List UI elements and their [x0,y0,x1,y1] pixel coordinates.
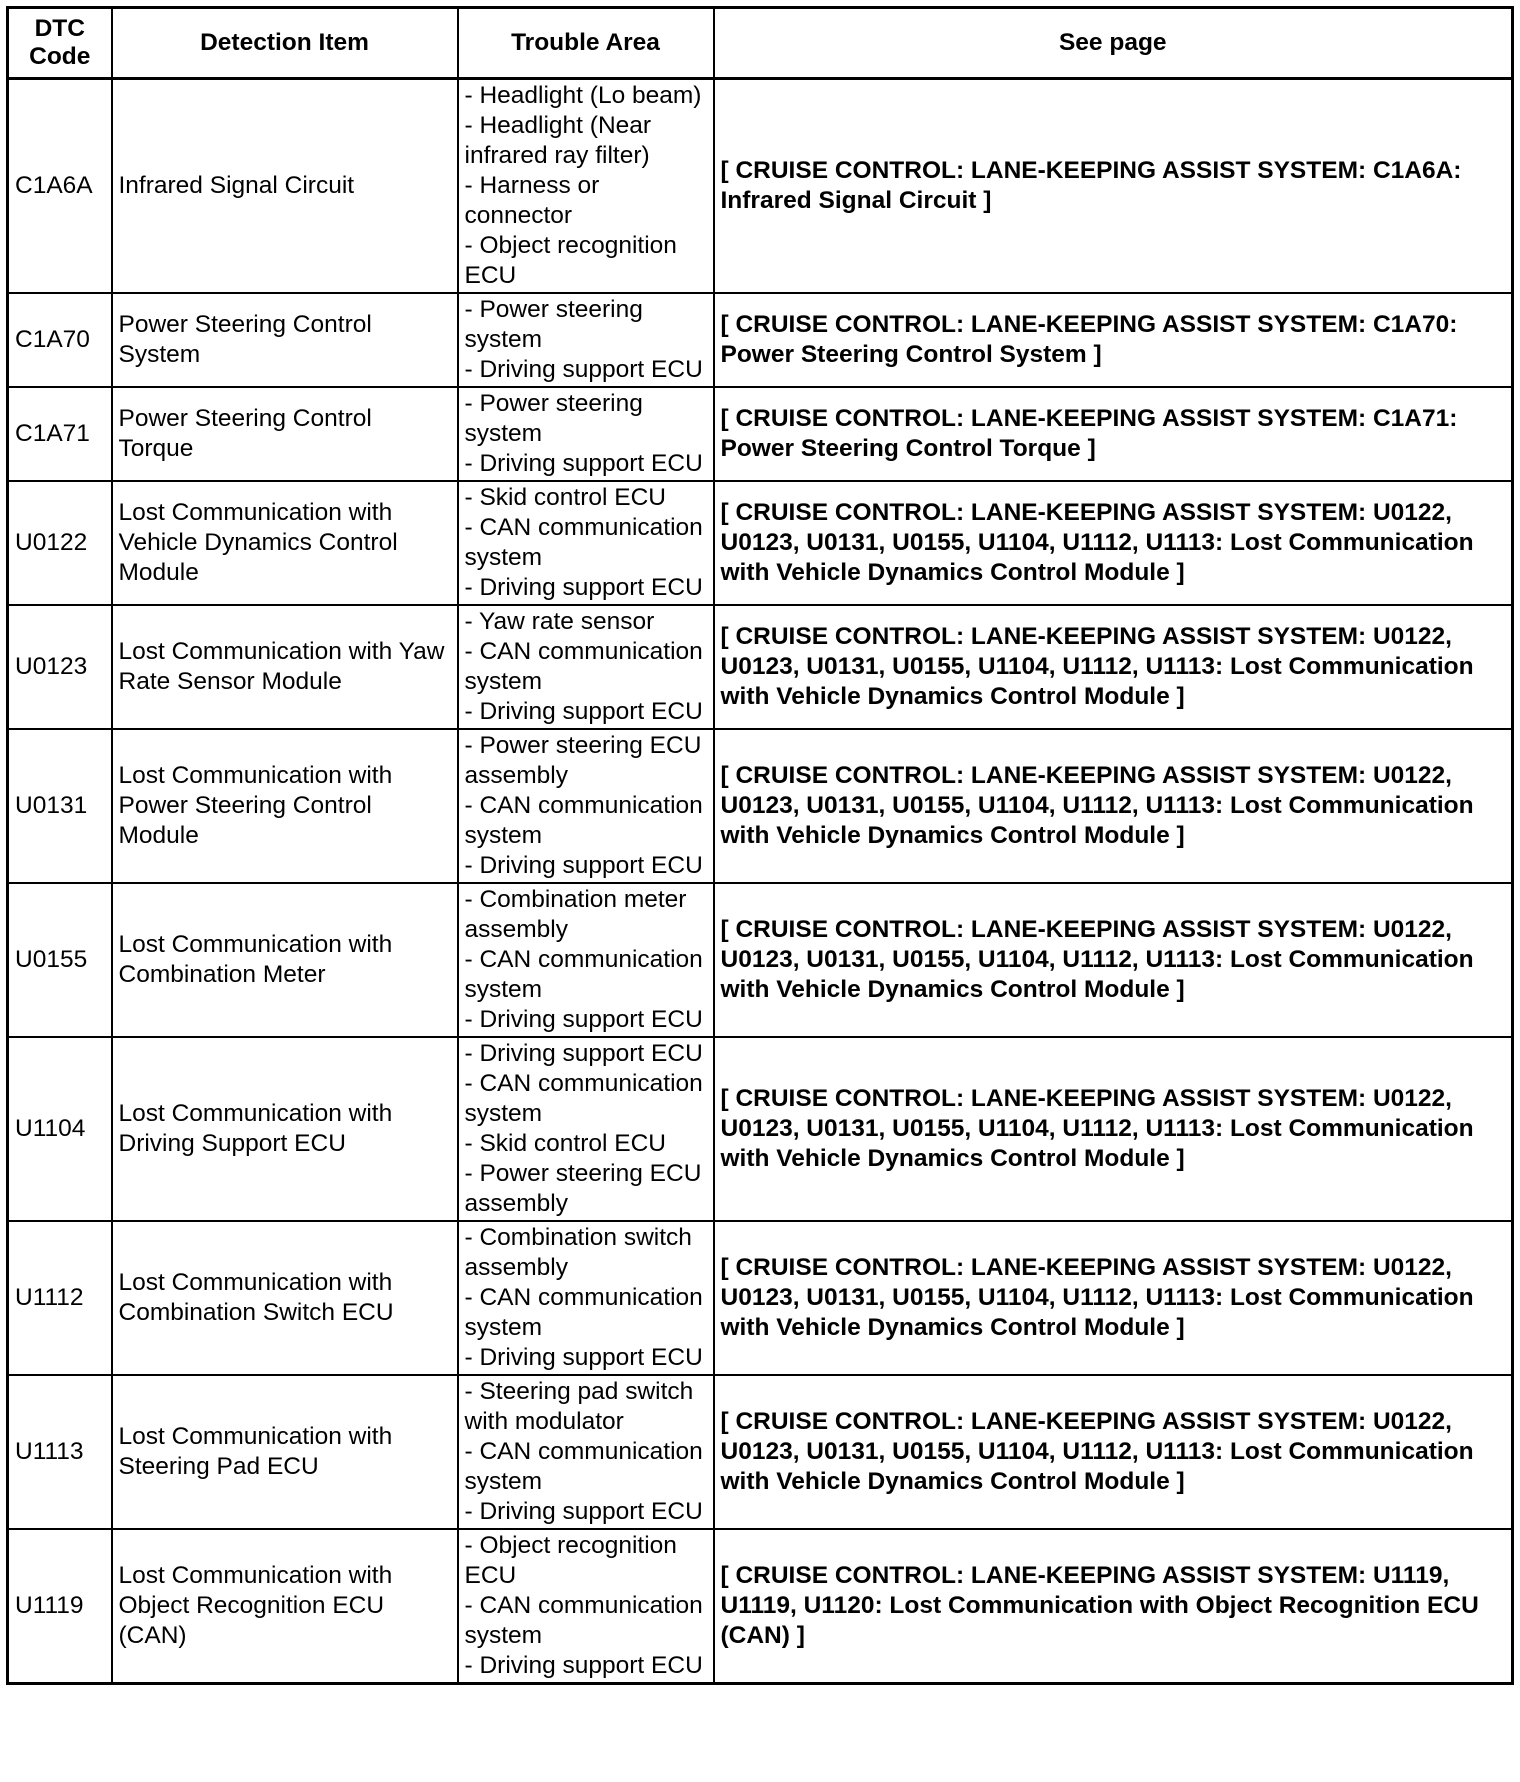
trouble-area-item: - Headlight (Lo beam) [464,82,702,109]
dtc-code-cell: U0155 [8,883,112,1037]
trouble-area-item: - Driving support ECU [464,1040,703,1067]
trouble-area-item: - CAN communication system [464,514,703,571]
trouble-area-item: - Power steering system [464,296,643,353]
table-row [8,1221,1513,1375]
trouble-area-cell [458,1221,714,1375]
trouble-area-cell [458,387,714,481]
detection-item-cell: Lost Communication with Steering Pad ECU [112,1375,458,1529]
trouble-area-item: - Driving support ECU [464,698,703,725]
trouble-area-item: - Headlight (Near infrared ray filter) [464,112,652,169]
trouble-area-cell [458,729,714,883]
table-row [8,883,1513,1037]
detection-item-cell: Lost Communication with Power Steering Control Module [112,729,458,883]
trouble-area-item: - Driving support ECU [464,574,703,601]
see-page-link[interactable]: [ CRUISE CONTROL: LANE-KEEPING ASSIST SYSTEM: U0122, U0123, U0131, U0155, U1104, U1112, U1113: Lost Communication with Vehicle Dynamics Control Module ] [714,605,1513,729]
see-page-link[interactable]: [ CRUISE CONTROL: LANE-KEEPING ASSIST SYSTEM: U0122, U0123, U0131, U0155, U1104, U1112, U1113: Lost Communication with Vehicle Dynamics Control Module ] [714,883,1513,1037]
trouble-area-item: - Combination meter assembly [464,886,687,943]
trouble-area-cell [458,605,714,729]
header-see-page: See page [714,8,1513,79]
trouble-area-item: - Skid control ECU [464,1130,667,1157]
see-page-link[interactable]: [ CRUISE CONTROL: LANE-KEEPING ASSIST SYSTEM: U0122, U0123, U0131, U0155, U1104, U1112, U1113: Lost Communication with Vehicle Dynamics Control Module ] [714,1221,1513,1375]
dtc-code-cell: U0131 [8,729,112,883]
header-dtc-code: DTC Code [8,8,112,79]
trouble-area-item: - CAN communication system [464,1070,703,1127]
detection-item-cell: Lost Communication with Combination Switch ECU [112,1221,458,1375]
dtc-code-cell: C1A70 [8,293,112,387]
header-trouble-area: Trouble Area [458,8,714,79]
table-row [8,1037,1513,1221]
dtc-code-cell: C1A6A [8,79,112,294]
see-page-link[interactable]: [ CRUISE CONTROL: LANE-KEEPING ASSIST SYSTEM: U0122, U0123, U0131, U0155, U1104, U1112, U1113: Lost Communication with Vehicle Dynamics Control Module ] [714,1037,1513,1221]
trouble-area-item: - Combination switch assembly [464,1224,692,1281]
header-row [8,8,1513,79]
dtc-code-cell: C1A71 [8,387,112,481]
dtc-code-cell: U1119 [8,1529,112,1684]
header-detection-item: Detection Item [112,8,458,79]
table-row [8,1375,1513,1529]
detection-item-cell: Infrared Signal Circuit [112,79,458,294]
trouble-area-item: - Driving support ECU [464,1652,703,1679]
trouble-area-cell [458,883,714,1037]
detection-item-cell: Lost Communication with Object Recognition ECU (CAN) [112,1529,458,1684]
dtc-code-cell: U0122 [8,481,112,605]
dtc-code-cell: U1104 [8,1037,112,1221]
trouble-area-item: - Driving support ECU [464,852,703,879]
trouble-area-cell [458,1529,714,1684]
table-row [8,605,1513,729]
table-row [8,481,1513,605]
trouble-area-cell [458,293,714,387]
table-row [8,79,1513,294]
trouble-area-item: - Driving support ECU [464,1344,703,1371]
trouble-area-item: - Power steering ECU assembly [464,1160,702,1217]
trouble-area-item: - Driving support ECU [464,356,703,383]
trouble-area-cell [458,1037,714,1221]
dtc-code-cell: U1113 [8,1375,112,1529]
trouble-area-item: - CAN communication system [464,792,703,849]
trouble-area-item: - Skid control ECU [464,484,667,511]
trouble-area-item: - CAN communication system [464,1592,703,1649]
trouble-area-item: - CAN communication system [464,1284,703,1341]
table-row [8,729,1513,883]
trouble-area-cell [458,79,714,294]
trouble-area-item: - Power steering ECU assembly [464,732,702,789]
detection-item-cell: Power Steering Control System [112,293,458,387]
see-page-link[interactable]: [ CRUISE CONTROL: LANE-KEEPING ASSIST SYSTEM: U0122, U0123, U0131, U0155, U1104, U1112, U1113: Lost Communication with Vehicle Dynamics Control Module ] [714,1375,1513,1529]
trouble-area-cell [458,1375,714,1529]
trouble-area-item: - Power steering system [464,390,643,447]
detection-item-cell: Lost Communication with Combination Meter [112,883,458,1037]
see-page-link[interactable]: [ CRUISE CONTROL: LANE-KEEPING ASSIST SYSTEM: U1119, U1119, U1120: Lost Communication with Object Recognition ECU (CAN) ] [714,1529,1513,1684]
dtc-table [6,6,1514,1685]
see-page-link[interactable]: [ CRUISE CONTROL: LANE-KEEPING ASSIST SYSTEM: U0122, U0123, U0131, U0155, U1104, U1112, U1113: Lost Communication with Vehicle Dynamics Control Module ] [714,481,1513,605]
table-row [8,387,1513,481]
table-row [8,293,1513,387]
trouble-area-item: - Harness or connector [464,172,600,229]
trouble-area-cell [458,481,714,605]
trouble-area-item: - CAN communication system [464,946,703,1003]
detection-item-cell: Lost Communication with Vehicle Dynamics Control Module [112,481,458,605]
trouble-area-item: - Driving support ECU [464,1006,703,1033]
trouble-area-item: - CAN communication system [464,1438,703,1495]
see-page-link[interactable]: [ CRUISE CONTROL: LANE-KEEPING ASSIST SYSTEM: U0122, U0123, U0131, U0155, U1104, U1112, U1113: Lost Communication with Vehicle Dynamics Control Module ] [714,729,1513,883]
dtc-code-cell: U0123 [8,605,112,729]
trouble-area-item: - CAN communication system [464,638,703,695]
detection-item-cell: Lost Communication with Yaw Rate Sensor Module [112,605,458,729]
dtc-code-cell: U1112 [8,1221,112,1375]
detection-item-cell: Power Steering Control Torque [112,387,458,481]
see-page-link[interactable]: [ CRUISE CONTROL: LANE-KEEPING ASSIST SYSTEM: C1A70: Power Steering Control System ] [714,293,1513,387]
table-body [8,79,1513,1684]
trouble-area-item: - Yaw rate sensor [464,608,655,635]
trouble-area-item: - Steering pad switch with modulator [464,1378,694,1435]
trouble-area-item: - Driving support ECU [464,450,703,477]
detection-item-cell: Lost Communication with Driving Support ECU [112,1037,458,1221]
table-row [8,1529,1513,1684]
see-page-link[interactable]: [ CRUISE CONTROL: LANE-KEEPING ASSIST SYSTEM: C1A6A: Infrared Signal Circuit ] [714,79,1513,294]
trouble-area-item: - Object recognition ECU [464,232,677,289]
trouble-area-item: - Object recognition ECU [464,1532,677,1589]
trouble-area-item: - Driving support ECU [464,1498,703,1525]
see-page-link[interactable]: [ CRUISE CONTROL: LANE-KEEPING ASSIST SYSTEM: C1A71: Power Steering Control Torque ] [714,387,1513,481]
